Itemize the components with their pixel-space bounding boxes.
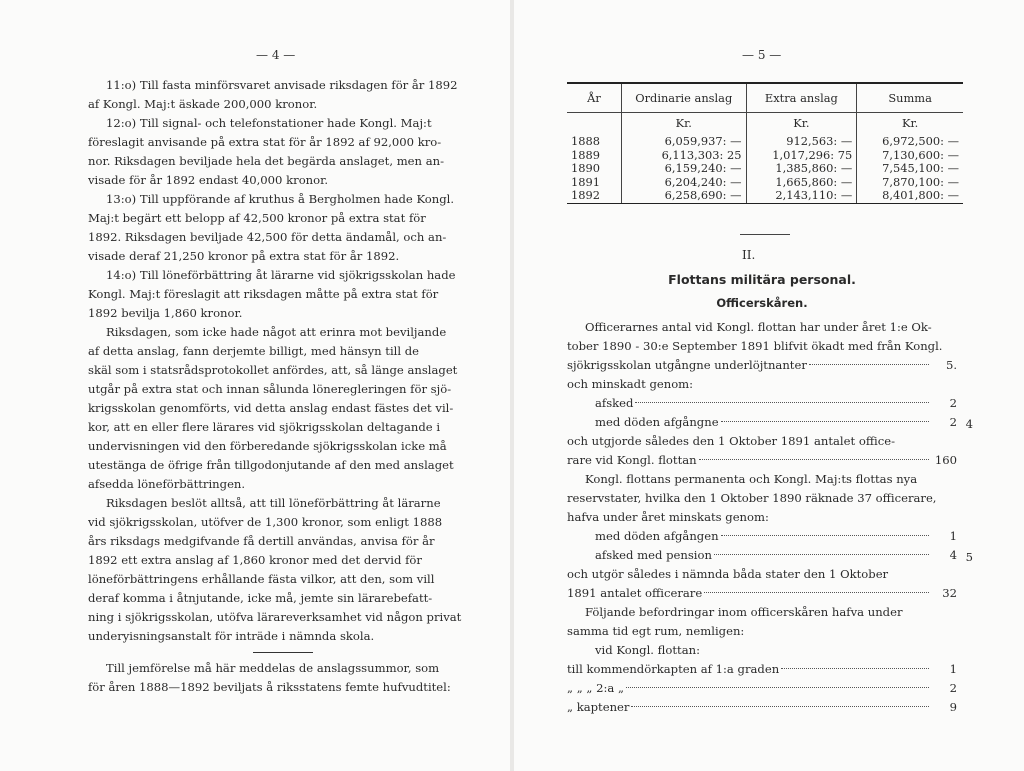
cell-sum: 7,545,100: — xyxy=(882,161,959,175)
cell-ordinary: 6,059,937: — xyxy=(622,135,747,149)
dot-leader xyxy=(626,687,929,688)
cell-year: 1891 xyxy=(567,176,622,190)
text-line: 1892. Riksdagen beviljade 42,500 för detta ändamål, och an- xyxy=(88,230,447,244)
text-line: Riksdagen beslöt alltså, att till löneförbättring åt lärarne xyxy=(106,496,441,510)
col-header-ordinary: Ordinarie anslag xyxy=(622,84,747,113)
text-line: af Kongl. Maj:t äskade 200,000 kronor. xyxy=(88,97,318,111)
cell-year: 1889 xyxy=(567,149,622,163)
text-line: föreslagit anvisande på extra stat för år 1892 af 92,000 kro- xyxy=(88,135,442,149)
cell-extra: 1,385,860: — xyxy=(746,162,857,176)
cell-year: 1890 xyxy=(567,162,622,176)
text-line: utgår på extra stat och innan sålunda löneregleringen för sjö- xyxy=(88,382,452,396)
text-line xyxy=(567,527,967,546)
cell-sum: 7,870,100: — xyxy=(882,174,959,189)
col-header-year: År xyxy=(567,84,622,113)
left-page-body xyxy=(88,76,478,697)
line-text: 1891 antalet officerare xyxy=(567,586,703,600)
dot-leader xyxy=(721,421,929,422)
text-line: Kongl. Maj:t föreslagit att riksdagen måtte på extra stat för xyxy=(88,287,439,301)
line-text: Kongl. flottans permanenta och Kongl. Maj:ts flottas nya xyxy=(585,472,918,486)
line-text: och minskadt genom: xyxy=(567,377,694,391)
section-divider xyxy=(253,652,313,653)
text-line xyxy=(567,641,967,660)
cell-extra: 2,143,110: — xyxy=(746,189,857,203)
line-text: tober 1890 - 30:e September 1891 blifvit ökadt med från Kongl. xyxy=(567,339,943,353)
text-line xyxy=(567,470,967,489)
text-line: skäl som i statsrådsprotokollet anfördes, att, så länge anslaget xyxy=(88,363,458,377)
line-text: Officerarnes antal vid Kongl. flottan har under året 1:e Ok- xyxy=(585,320,932,334)
col-header-sum: Summa xyxy=(888,91,932,105)
text-line: af detta anslag, fann derjemte billigt, med hänsyn till de xyxy=(88,344,420,358)
line-text: hafva under året minskats genom: xyxy=(567,510,769,524)
text-line xyxy=(567,489,967,508)
line-text: sjökrigsskolan utgångne underlöjtnanter xyxy=(567,358,807,372)
line-text: „ „ „ 2:a „ xyxy=(567,681,624,695)
line-count: 1 xyxy=(949,662,957,676)
page-number-left: — 4 — xyxy=(256,48,296,62)
text-line xyxy=(567,432,967,451)
line-text: „ kaptener xyxy=(567,700,630,714)
text-line: afsedda löneförbättringen. xyxy=(88,477,246,491)
text-line xyxy=(567,394,967,413)
subsection-title: Officerskåren. xyxy=(716,296,808,310)
cell-extra: 912,563: — xyxy=(746,135,857,149)
text-line: kor, att en eller flere lärares vid sjökrigsskolan deltagande i xyxy=(88,420,441,434)
section-title: Flottans militära personal. xyxy=(668,272,856,287)
text-line: visade deraf 21,250 kronor på extra stat för år 1892. xyxy=(88,249,400,263)
cell-extra: 1,665,860: — xyxy=(746,176,857,190)
cell-sum: 6,972,500: — xyxy=(882,134,959,148)
text-line: 14:o) Till löneförbättring åt lärarne vid sjökrigsskolan hade xyxy=(106,268,456,282)
text-line: Maj:t begärt ett belopp af 42,500 kronor på extra stat för xyxy=(88,211,426,225)
line-text: med döden afgångne xyxy=(595,415,719,429)
line-text: rare vid Kongl. flottan xyxy=(567,453,697,467)
line-count: 4 xyxy=(949,548,957,562)
appropriations-table xyxy=(567,82,963,204)
text-line xyxy=(567,356,967,375)
table-row xyxy=(567,149,963,163)
text-line xyxy=(567,375,967,394)
text-line xyxy=(567,603,967,622)
text-line xyxy=(567,565,967,584)
line-text: Följande befordringar inom officerskåren hafva under xyxy=(585,605,903,619)
text-line: för åren 1888—1892 beviljats å riksstatens femte hufvudtitel: xyxy=(88,680,451,694)
text-line xyxy=(567,622,967,641)
text-line: deraf komma i åtnjutande, icke må, jemte sin lärarebefatt- xyxy=(88,591,433,605)
line-count: 5. xyxy=(945,358,957,372)
line-text: afsked med pension xyxy=(595,548,712,562)
cell-year: 1892 xyxy=(567,189,622,203)
line-text: samma tid egt rum, nemligen: xyxy=(567,624,745,638)
cell-extra: 1,017,296: 75 xyxy=(746,149,857,163)
line-count: 160 xyxy=(934,453,957,467)
text-line: 1892 ett extra anslag af 1,860 kronor med det dervid för xyxy=(88,553,422,567)
dot-leader xyxy=(704,592,929,593)
dot-leader xyxy=(631,706,929,707)
table-bottom-rule xyxy=(567,203,963,204)
dot-leader xyxy=(809,364,929,365)
cell-year: 1888 xyxy=(567,135,622,149)
table-row xyxy=(567,162,963,176)
text-line: löneförbättringens erhållande fästa vilkor, att den, som vill xyxy=(88,572,435,586)
unit-cell: Kr. xyxy=(746,113,857,135)
cell-sum: 7,130,600: — xyxy=(882,147,959,162)
cell-ordinary: 6,113,303: 25 xyxy=(622,149,747,163)
right-page-body xyxy=(567,318,973,717)
dot-leader xyxy=(699,459,929,460)
section-divider xyxy=(740,234,790,235)
unit-cell: Kr. xyxy=(622,113,747,135)
text-line: krigsskolan genomförts, vid detta anslag endast fästes det vil- xyxy=(88,401,454,415)
text-line xyxy=(567,698,967,717)
subtotal-count: 5 xyxy=(965,550,973,564)
line-count: 9 xyxy=(949,700,957,714)
text-line xyxy=(567,546,973,565)
text-line: Riksdagen, som icke hade något att erinra mot beviljande xyxy=(106,325,447,339)
section-number: II. xyxy=(742,248,756,262)
text-line: nor. Riksdagen beviljade hela det begärda anslaget, men an- xyxy=(88,154,444,168)
cell-ordinary: 6,159,240: — xyxy=(622,162,747,176)
text-line: 1892 bevilja 1,860 kronor. xyxy=(88,306,243,320)
text-line: visade för år 1892 endast 40,000 kronor. xyxy=(88,173,329,187)
text-line: 12:o) Till signal- och telefonstationer hade Kongl. Maj:t xyxy=(106,116,432,130)
text-line xyxy=(567,584,967,603)
dot-leader xyxy=(635,402,929,403)
text-line xyxy=(567,679,967,698)
text-line: vid sjökrigsskolan, utöfver de 1,300 kronor, som enligt 1888 xyxy=(88,515,443,529)
dot-leader xyxy=(714,554,929,555)
book-gutter xyxy=(510,0,514,771)
text-line xyxy=(567,413,973,432)
text-line: ning i sjökrigsskolan, utöfva lärareverksamhet vid någon privat xyxy=(88,610,462,624)
line-text: till kommendörkapten af 1:a graden xyxy=(567,662,780,676)
line-count: 2 xyxy=(949,396,957,410)
line-text: afsked xyxy=(595,396,634,410)
page-number-right: — 5 — xyxy=(742,48,782,62)
text-line xyxy=(567,508,967,527)
line-text: med döden afgången xyxy=(595,529,719,543)
line-count: 2 xyxy=(949,415,957,429)
cell-sum: 8,401,800: — xyxy=(882,188,959,202)
table-row xyxy=(567,189,963,203)
line-text: reservstater, hvilka den 1 Oktober 1890 räknade 37 officerare, xyxy=(567,491,937,505)
cell-ordinary: 6,258,690: — xyxy=(622,189,747,203)
text-line: underyisningsanstalt för inträde i nämnda skola. xyxy=(88,629,375,643)
text-line xyxy=(567,660,967,679)
line-count: 2 xyxy=(949,681,957,695)
line-text: och utgjorde således den 1 Oktober 1891 antalet officе- xyxy=(567,434,896,448)
col-header-extra: Extra anslag xyxy=(746,84,857,113)
text-line: års riksdags medgifvande få dertill användas, anvisa för år xyxy=(88,534,435,548)
dot-leader xyxy=(721,535,929,536)
unit-cell xyxy=(567,113,622,135)
text-line: utestänga de öfrige från tillgodonjutande af den med anslaget xyxy=(88,458,454,472)
table-row xyxy=(567,176,963,190)
text-line: undervisningen vid den förberedande sjökrigsskolan icke må xyxy=(88,439,447,453)
text-line xyxy=(567,451,967,470)
unit-cell: Kr. xyxy=(901,116,919,131)
text-line: Till jemförelse må här meddelas de anslagssummor, som xyxy=(106,661,440,675)
dot-leader xyxy=(781,668,929,669)
text-line: 13:o) Till uppförande af kruthus å Bergholmen hade Kongl. xyxy=(106,192,455,206)
line-count: 32 xyxy=(942,586,957,600)
cell-ordinary: 6,204,240: — xyxy=(622,176,747,190)
text-line xyxy=(567,318,967,337)
line-text: och utgör således i nämnda båda stater den 1 Oktober xyxy=(567,567,889,581)
text-line: 11:o) Till fasta minförsvaret anvisade riksdagen för år 1892 xyxy=(106,78,458,92)
text-line xyxy=(567,337,967,356)
line-count: 1 xyxy=(949,529,957,543)
line-text: vid Kongl. flottan: xyxy=(595,643,700,657)
subtotal-count: 4 xyxy=(965,417,973,431)
table-row xyxy=(567,135,963,149)
